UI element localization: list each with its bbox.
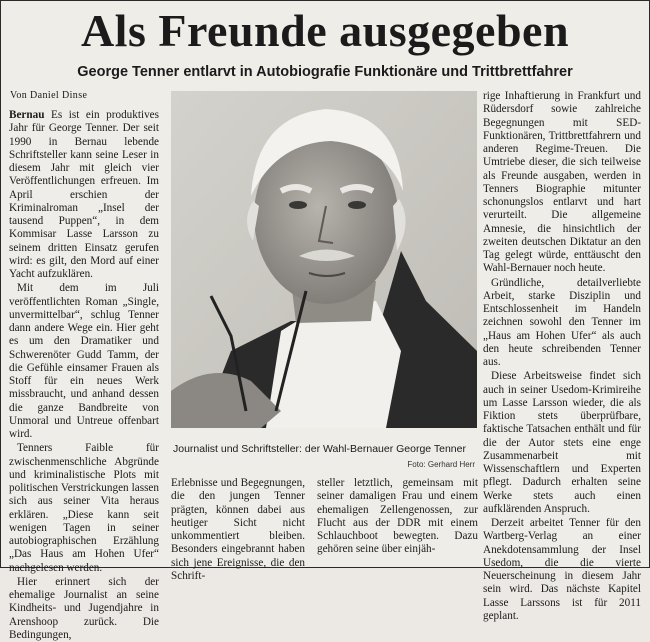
portrait-photo [171,91,477,428]
paragraph-text: Es ist ein produktives Jahr für George Tenner. Der seit 1990 in Bernau lebende Schriftsteller kann seine Leser in diesem Jahr mit gleich vier Veröffentlichungen erfreuen. Im April erschien der Kriminalroman „Insel der tausend Puppen“, in dem Kommisar Lasse Larsson zu seinem dritten Einsatz gerufen wird: es gilt, den Mord auf einer Yacht aufzuklären. [9,109,159,280]
paragraph: Hier erinnert sich der ehemalige Journalist an seine Kindheits- und Jugendjahre in Arenshoop zurück. Die Bedingungen, [9,575,159,641]
column-4 [483,90,641,622]
paragraph: Tenners Faible für zwischenmenschliche Abgründe und kriminalistische Plots mit politischen Verstrickungen lassen sich aus seiner Vita heraus erklären. „Diese kann seit wenigen Tagen in seiner autobiographischen Erzählung „Das Haus am Hohen Ufer“ nachgelesen werden. [9,442,159,574]
paragraph [9,109,159,281]
photo-caption: Journalist und Schriftsteller: der Wahl-Bernauer George Tenner [173,443,466,455]
column-1 [9,109,159,641]
paragraph: Gründliche, detailverliebte Arbeit, starke Disziplin und Entschlossenheit im Handeln zeichnen sowohl den Tenner im „Haus am Hohen Ufer“ als auch den heute schreibenden Tenner aus. [483,276,641,368]
portrait-photo-icon [171,91,477,428]
paragraph: Erlebnisse und Begegnungen, die den jungen Tenner prägten, können dabei aus heutiger Sicht nicht unkommentiert bleiben. Besonders eingebrannt haben sich jene Ereignisse, die den Schrift- [171,477,305,582]
subheadline: George Tenner entlarvt in Autobiografie Funktionäre und Trittbrettfahrer [77,64,573,80]
paragraph: steller letztlich, gemeinsam mit seiner damaligen Frau und einem ehemaligen Zellengenossen, zur Flucht aus der DDR mit einem Schlauchboot bewegten. Dazu gehören seine über einjäh- [317,477,478,556]
photo-credit: Foto: Gerhard Herr [407,460,475,469]
paragraph: Derzeit arbeitet Tenner für den Wartberg-Verlag an einer Anekdotensammlung der Insel Usedom, die die vierte Neuerscheinung in diesem Jahr sein wird. Das nächste Kapitel Lasse Larssons ist für 2011 geplant. [483,517,641,622]
column-2 [171,477,305,582]
paragraph: rige Inhaftierung in Frankfurt und Rüdersdorf sowie zahlreiche Begegnungen mit SED-Funktionären, Trittbrettfahrern und anderen Regime-Treuen. Die Umtriebe dieser, die sich teilweise als Freunde ausgaben, werden in Tenners Biographie mitunter schonungslos entlarvt und hart verurteilt. Die allgemeine Amnesie, die hinsichtlich der zweiten deutschen Diktatur an den Tag gelegt würde, enttäuscht den Wahl-Bernauer noch heute. [483,90,641,275]
headline: Als Freunde ausgegeben [80,5,570,56]
dateline: Bernau [9,109,45,121]
column-3 [317,477,478,567]
paragraph: Diese Arbeitsweise findet sich auch in seiner Usedom-Krimireihe um Lasse Larsson wieder, die als Fiktion stets überprüfbare, faktische Tatsachen enthält und für die der Autor stets eine enge Zusammenarbeit mit Wissenschaftlern und Experten pflegt. Dadurch erhalten seine Werke stets auch einen aufklärenden Anspruch. [483,370,641,515]
byline: Von Daniel Dinse [10,90,88,101]
paragraph: Mit dem im Juli veröffentlichten Roman „Single, unvermittelbar“, schlug Tenner dann andere Wege ein. Hier geht es um den Dramatiker und Schwerenöter Gudd Tamm, der die Gefühle einsamer Frauen als Stoff für ein neues Werk missbraucht, und anhand dessen die ganze Bandbreite von Unmoral und Untreue offenbart wird. [9,282,159,440]
